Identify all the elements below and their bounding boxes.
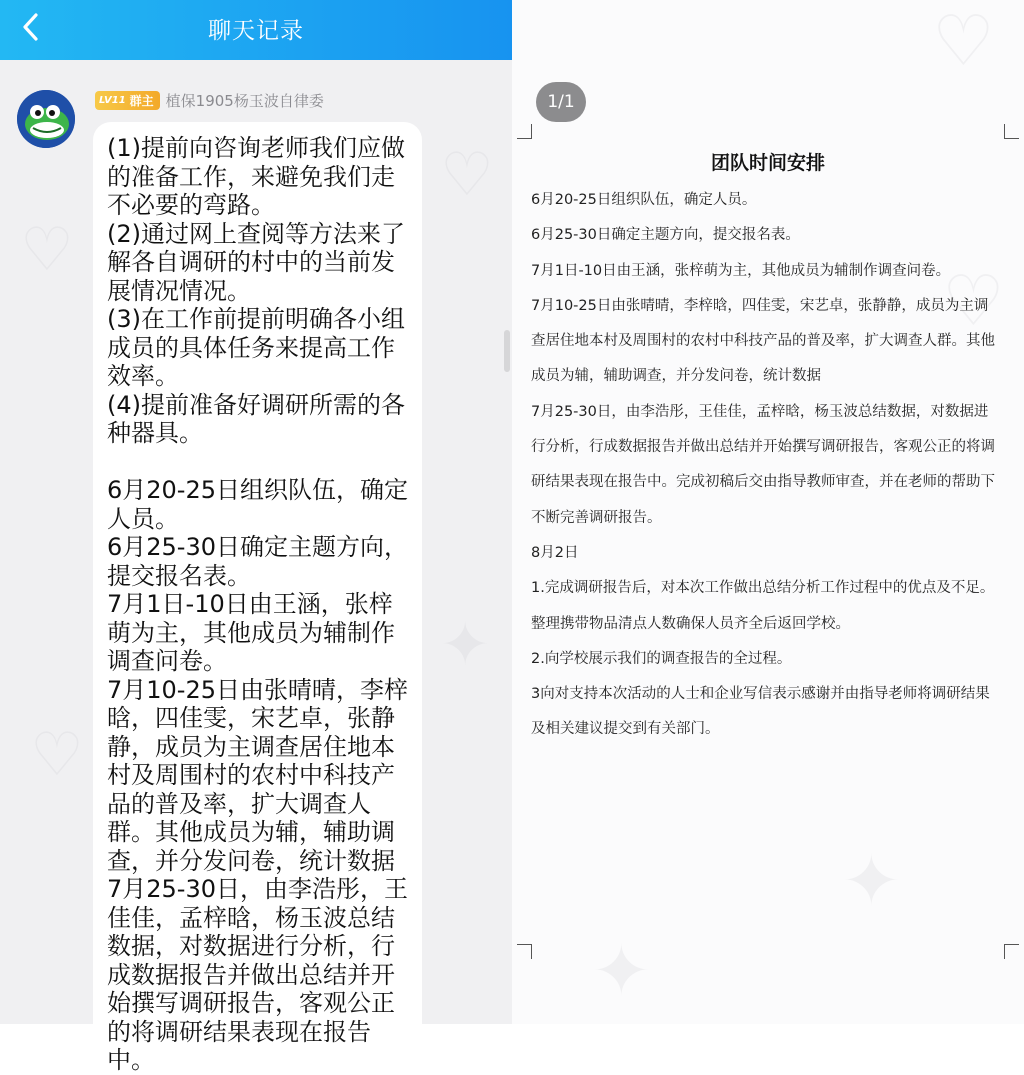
heart-decoration-icon: ♡ [932,0,995,82]
document-paragraph: 2.向学校展示我们的调查报告的全过程。 [531,650,792,667]
document-paragraph: 3向对支持本次活动的人士和企业写信表示感谢并由指导老师将调研结果及相关建议提交到有关部门。 [531,686,990,738]
role-label: 群主 [129,93,154,108]
message-bubble[interactable] [93,122,422,1074]
document-paragraph: 6月25-30日确定主题方向，提交报名表。 [531,227,800,244]
sender-name[interactable]: 植保1905杨玉波自律委 [165,91,324,110]
document-paragraph: 8月2日 [531,544,579,561]
document-paragraph: 7月1日-10日由王涵，张梓萌为主，其他成员为辅制作调查问卷。 [531,262,951,279]
message-text: (1)提前向咨询老师我们应做的准备工作，来避免我们走不必要的弯路。 (2)通过网上查阅等方法来了解各自调研的村中的当前发展情况情况。 (3)在工作前提前明确各小组成员的具体任务来提高工作效率。 (4)提前准备好调研所需的各种器具。 6月20-25日组织队伍，确定人员。 6月25-30日确定主题方向，提交报名表。 7月1日-10日由王涵，张梓萌为主，其他成员为辅制作调查问卷。 7月10-25日由张晴晴，李梓晗，四佳雯，宋艺卓，张静静，成员为主调查居住地本村及周围村的农村中科技产品的普及率，扩大调查人群。其他成员为辅，辅助调查，并分发问卷，统计数据 7月25-30日，由李浩彤，王佳佳，孟梓晗，杨玉波总结数据，对数据进行分析，行成数据报告并做出总结并开始撰写调研报告，客观公正的将调研结果表现在报告中。 [107,134,409,1074]
document-paragraph: 7月25-30日，由李浩彤，王佳佳，孟梓晗，杨玉波总结数据，对数据进行分析，行成数据报告并做出总结并开始撰写调研报告，客观公正的将调研结果表现在报告中。完成初稿后交由指导教师审查，并在老师的帮助下不断完善调研报告。 [531,403,995,526]
document-paragraph: 6月20-25日组织队伍，确定人员。 [531,192,757,208]
heart-decoration-icon: ♡ [30,720,84,790]
heart-decoration-icon: ♡ [440,140,494,210]
heart-decoration-icon: ♡ [942,260,1005,342]
sender-info [95,88,324,112]
scrollbar[interactable] [504,330,510,372]
document-paragraph: 1.完成调研报告后，对本次工作做出总结分析工作过程中的优点及不足。整理携带物品清点人数确保人员齐全后返回学校。 [531,580,995,632]
title-bar [0,0,512,60]
chat-record-pane [0,0,512,1074]
sparkle-decoration-icon: ✦ [842,840,901,922]
page-title: 聊天记录 [208,18,304,44]
document-paragraph: 7月10-25日由张晴晴，李梓晗，四佳雯，宋艺卓，张静静，成员为主调查居住地本村及周围村的农村中科技产品的普及率，扩大调查人群。其他成员为辅，辅助调查，并分发问卷，统计数据 [531,297,995,385]
heart-decoration-icon: ♡ [20,215,74,285]
sparkle-decoration-icon: ✦ [440,610,491,680]
page-corner-mark [517,124,532,139]
page-corner-mark [1004,124,1019,139]
sparkle-decoration-icon: ✦ [592,930,651,1012]
document-body [531,183,999,748]
level-label: LV11 [99,94,126,106]
page-corner-mark [517,944,532,959]
page-corner-mark [1004,944,1019,959]
avatar[interactable] [17,90,75,148]
document-title: 团队时间安排 [710,152,825,174]
page-indicator: 1/1 [536,82,586,122]
dinosaur-avatar [17,90,75,148]
level-badge [95,91,160,110]
